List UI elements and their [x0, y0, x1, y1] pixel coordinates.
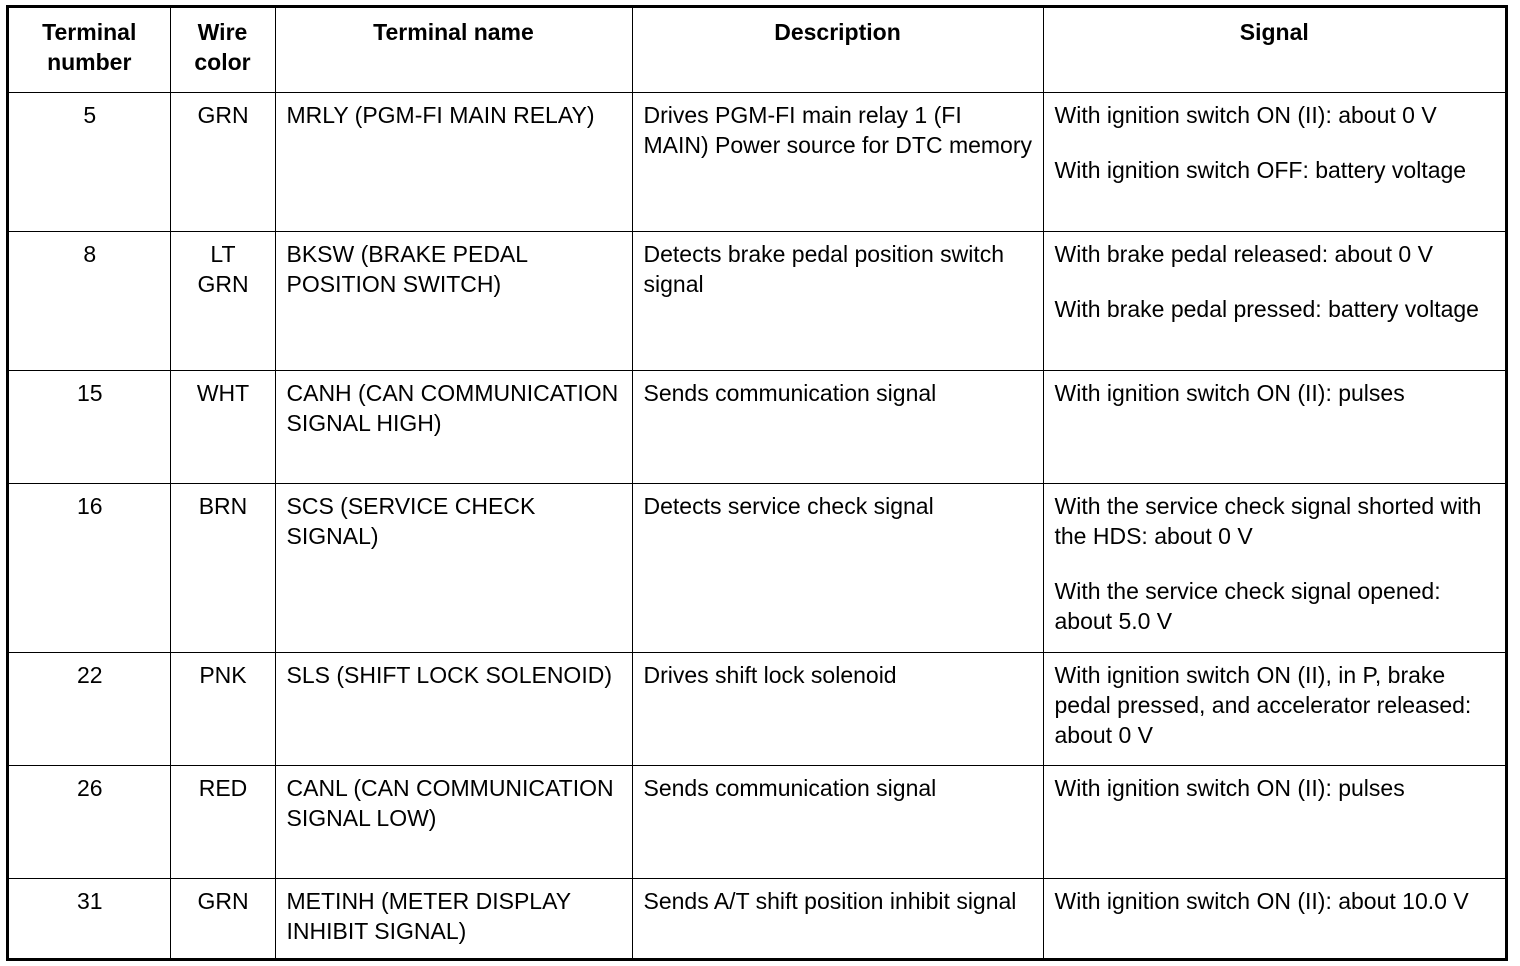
- cell-description: Detects service check signal: [632, 483, 1043, 652]
- cell-terminal-number: 15: [9, 370, 170, 483]
- table-row: [9, 483, 1505, 652]
- cell-terminal-number: 26: [9, 765, 170, 878]
- cell-terminal-number: 8: [9, 231, 170, 370]
- cell-terminal-name: SLS (SHIFT LOCK SOLENOID): [275, 652, 632, 765]
- cell-description: Sends A/T shift position inhibit signal: [632, 878, 1043, 958]
- signal-line: With brake pedal pressed: battery voltage: [1054, 295, 1479, 322]
- cell-terminal-name: SCS (SERVICE CHECK SIGNAL): [275, 483, 632, 652]
- cell-terminal-number: 22: [9, 652, 170, 765]
- cell-wire-color: RED: [170, 765, 275, 878]
- cell-terminal-name: METINH (METER DISPLAY INHIBIT SIGNAL): [275, 878, 632, 958]
- header-wire-color: Wire color: [170, 8, 275, 92]
- cell-signal: [1043, 483, 1505, 652]
- cell-wire-color: PNK: [170, 652, 275, 765]
- cell-terminal-number: 5: [9, 92, 170, 231]
- cell-description: Sends communication signal: [632, 370, 1043, 483]
- cell-wire-color: WHT: [170, 370, 275, 483]
- cell-terminal-name: BKSW (BRAKE PEDAL POSITION SWITCH): [275, 231, 632, 370]
- cell-description: Sends communication signal: [632, 765, 1043, 878]
- signal-line: With ignition switch ON (II): pulses: [1054, 774, 1405, 801]
- cell-signal: [1043, 652, 1505, 765]
- cell-wire-color: GRN: [170, 878, 275, 958]
- header-terminal-name: Terminal name: [275, 8, 632, 92]
- cell-terminal-number: 16: [9, 483, 170, 652]
- table-row: [9, 92, 1505, 231]
- cell-description: Drives shift lock solenoid: [632, 652, 1043, 765]
- table-row: [9, 370, 1505, 483]
- signal-line: With the service check signal opened: about 5.0 V: [1054, 577, 1441, 634]
- cell-wire-color: GRN: [170, 92, 275, 231]
- cell-terminal-name: MRLY (PGM-FI MAIN RELAY): [275, 92, 632, 231]
- terminal-table: [9, 8, 1505, 958]
- table-row: [9, 765, 1505, 878]
- table-row: [9, 878, 1505, 958]
- signal-line: With the service check signal shorted with the HDS: about 0 V: [1054, 492, 1482, 549]
- wire-color-value: LT GRN: [197, 240, 249, 297]
- cell-description: Detects brake pedal position switch signal: [632, 231, 1043, 370]
- header-terminal-number: Terminal number: [9, 8, 170, 92]
- table-row: [9, 231, 1505, 370]
- signal-line: With ignition switch OFF: battery voltage: [1054, 156, 1467, 183]
- signal-line: With ignition switch ON (II), in P, brake pedal pressed, and accelerator released: about 0 V: [1054, 661, 1472, 748]
- cell-signal: [1043, 878, 1505, 958]
- signal-line: With ignition switch ON (II): about 10.0 V: [1054, 887, 1469, 914]
- header-description: Description: [632, 8, 1043, 92]
- cell-description: Drives PGM-FI main relay 1 (FI MAIN) Power source for DTC memory: [632, 92, 1043, 231]
- cell-terminal-name: CANL (CAN COMMUNICATION SIGNAL LOW): [275, 765, 632, 878]
- signal-line: With ignition switch ON (II): pulses: [1054, 379, 1405, 406]
- terminal-table-frame: [6, 5, 1508, 961]
- cell-signal: [1043, 765, 1505, 878]
- cell-terminal-name: CANH (CAN COMMUNICATION SIGNAL HIGH): [275, 370, 632, 483]
- table-row: [9, 652, 1505, 765]
- cell-signal: [1043, 92, 1505, 231]
- cell-wire-color: [170, 231, 275, 370]
- header-signal: Signal: [1043, 8, 1505, 92]
- cell-signal: [1043, 370, 1505, 483]
- table-header-row: [9, 8, 1505, 92]
- cell-terminal-number: 31: [9, 878, 170, 958]
- signal-line: With ignition switch ON (II): about 0 V: [1054, 101, 1437, 128]
- cell-signal: [1043, 231, 1505, 370]
- signal-line: With brake pedal released: about 0 V: [1054, 240, 1433, 267]
- cell-wire-color: BRN: [170, 483, 275, 652]
